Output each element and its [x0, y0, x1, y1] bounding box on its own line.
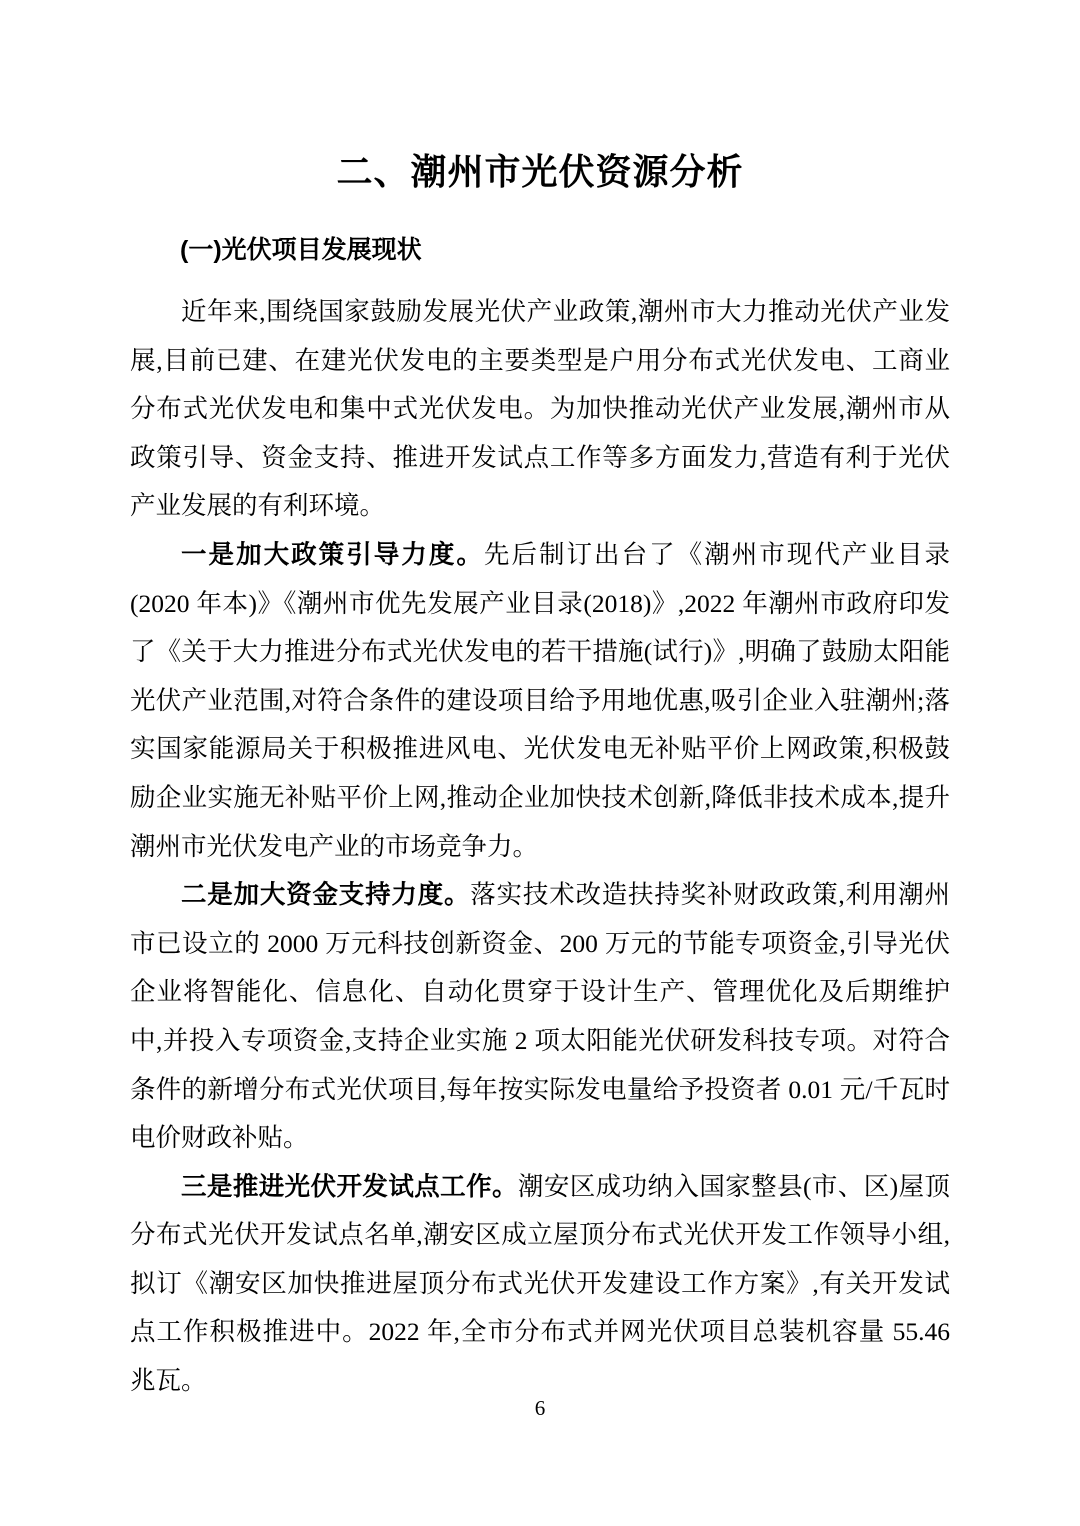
- paragraph-text: 落实技术改造扶持奖补财政政策,利用潮州市已设立的 2000 万元科技创新资金、200 万元的节能专项资金,引导光伏企业将智能化、信息化、自动化贯穿于设计生产、管理优化及后期维护中,并投入专项资金,支持企业实施 2 项太阳能光伏研发科技专项。对符合条件的新增分布式光伏项目,每年按实际发电量给予投资者 0.01 元/千瓦时电价财政补贴。: [130, 880, 950, 1153]
- section-heading: (一)光伏项目发展现状: [180, 236, 422, 264]
- paragraph-policy-guidance: [130, 531, 950, 871]
- paragraph-lead: 一是加大政策引导力度。: [181, 540, 484, 569]
- document-body: [130, 288, 950, 1406]
- paragraph-text: 先后制订出台了《潮州市现代产业目录(2020 年本)》《潮州市优先发展产业目录(2018)》,2022 年潮州市政府印发了《关于大力推进分布式光伏发电的若干措施(试行)》,明确了鼓励太阳能光伏产业范围,对符合条件的建设项目给予用地优惠,吸引企业入驻潮州;落实国家能源局关于积极推进风电、光伏发电无补贴平价上网政策,积极鼓励企业实施无补贴平价上网,推动企业加快技术创新,降低非技术成本,提升潮州市光伏发电产业的市场竞争力。: [130, 539, 950, 861]
- paragraph-intro: [130, 288, 950, 531]
- document-title: 二、潮州市光伏资源分析: [336, 151, 744, 192]
- paragraph-lead: 二是加大资金支持力度。: [181, 881, 471, 910]
- paragraph-text: 潮安区成功纳入国家整县(市、区)屋顶分布式光伏开发试点名单,潮安区成立屋顶分布式光伏开发工作领导小组,拟订《潮安区加快推进屋顶分布式光伏开发建设工作方案》,有关开发试点工作积极推进中。2022 年,全市分布式并网光伏项目总装机容量 55.46 兆瓦。: [130, 1171, 950, 1396]
- paragraph-pilot-work: [130, 1163, 950, 1406]
- paragraph-text: 近年来,围绕国家鼓励发展光伏产业政策,潮州市大力推动光伏产业发展,目前已建、在建光伏发电的主要类型是户用分布式光伏发电、工商业分布式光伏发电和集中式光伏发电。为加快推动光伏产业发展,潮州市从政策引导、资金支持、推进开发试点工作等多方面发力,营造有利于光伏产业发展的有利环境。: [130, 297, 950, 521]
- paragraph-funding-support: [130, 871, 950, 1163]
- page-number: 6: [534, 1396, 546, 1420]
- paragraph-lead: 三是推进光伏开发试点工作。: [181, 1172, 518, 1201]
